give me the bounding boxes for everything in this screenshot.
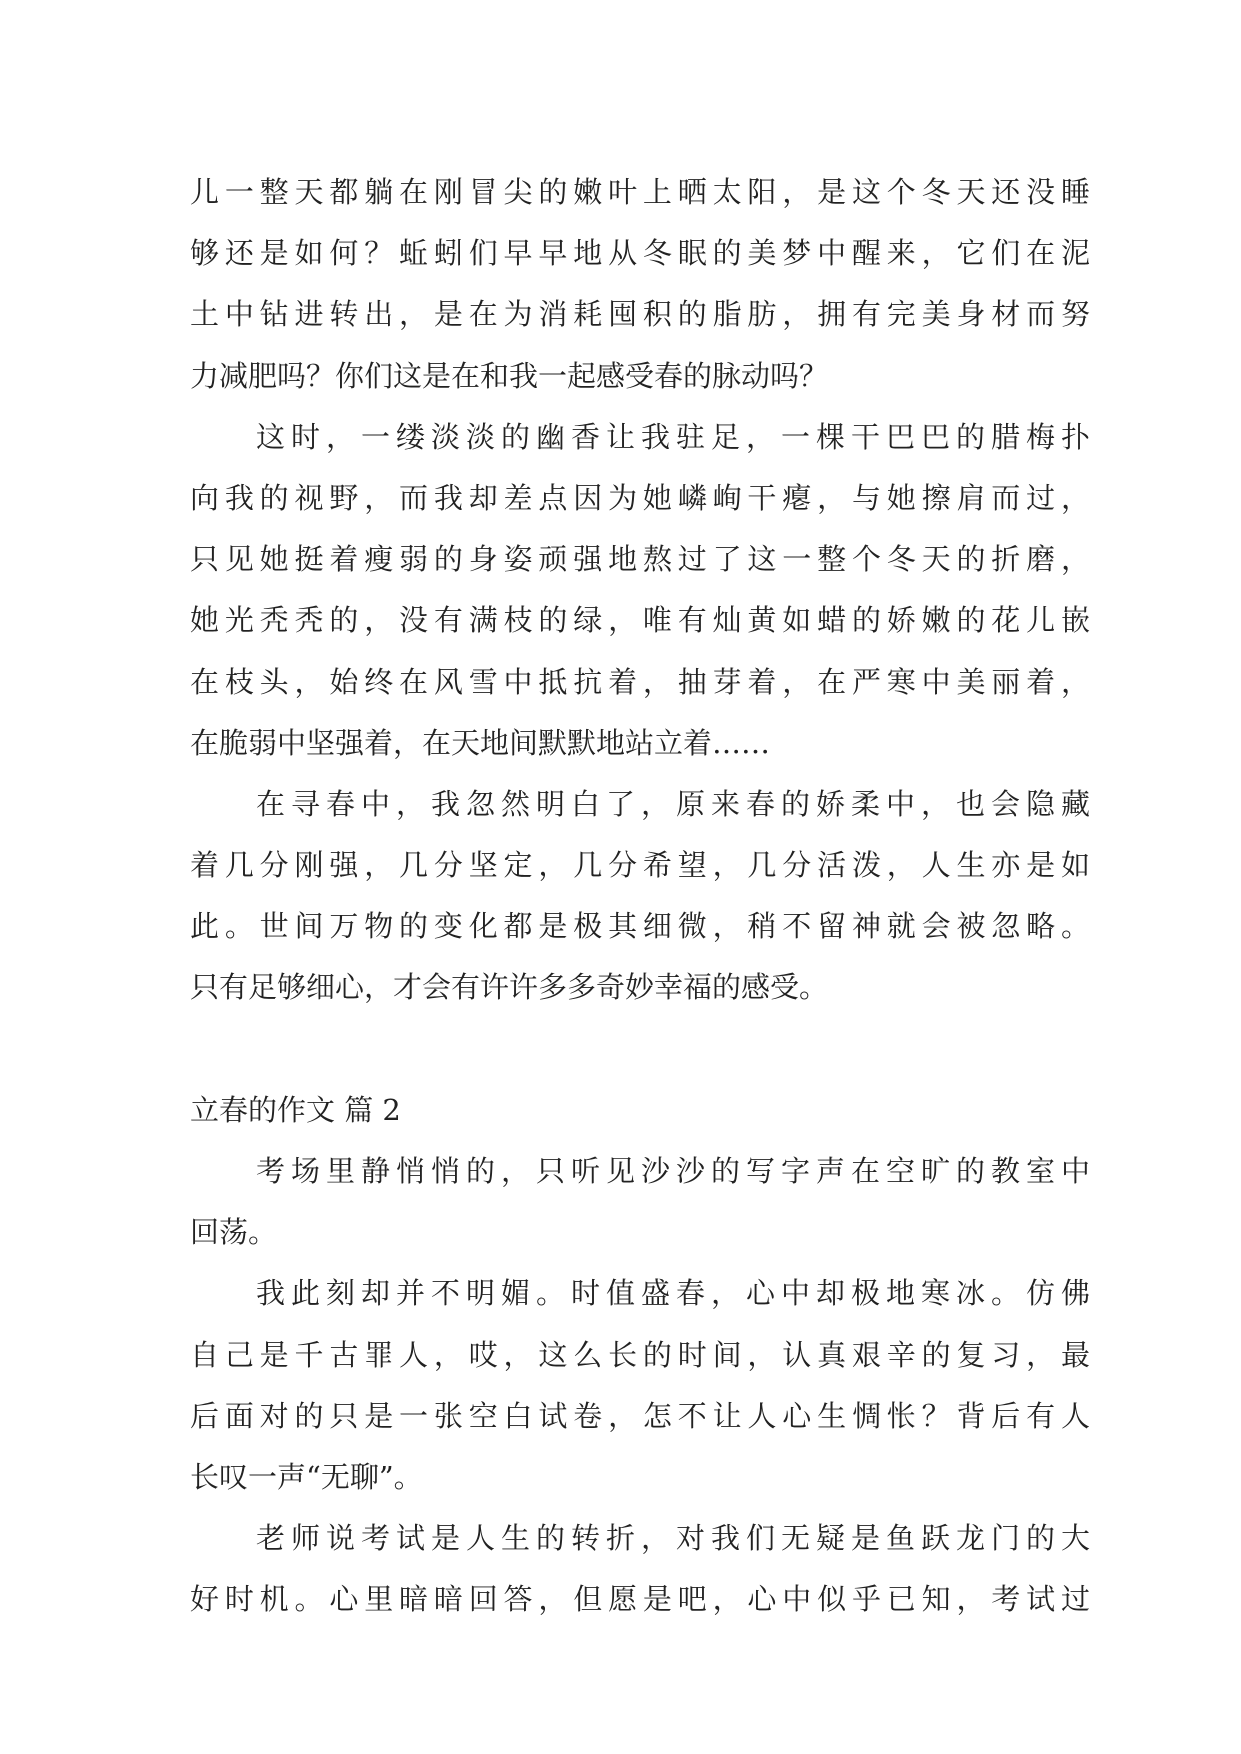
paragraph	[190, 162, 1090, 407]
text-line: 着几分刚强，几分坚定，几分希望，几分活泼，人生亦是如	[190, 848, 1090, 883]
text-line: 在脆弱中坚强着，在天地间默默地站立着……	[190, 725, 771, 760]
text-line: 这时，一缕淡淡的幽香让我驻足，一棵干巴巴的腊梅扑	[256, 419, 1090, 454]
text-line: 此。世间万物的变化都是极其细微，稍不留神就会被忽略。	[190, 909, 1090, 944]
text-line: 只有足够细心，才会有许许多多奇妙幸福的感受。	[190, 970, 829, 1005]
text-line: 儿一整天都躺在刚冒尖的嫩叶上晒太阳，是这个冬天还没睡	[190, 175, 1090, 209]
text-line: 后面对的只是一张空白试卷，怎不让人心生惆怅？背后有人	[190, 1398, 1090, 1433]
paragraph	[190, 1508, 1090, 1630]
text-line: 自己是千古罪人，哎，这么长的时间，认真艰辛的复习，最	[190, 1337, 1090, 1372]
paragraph	[190, 1141, 1090, 1263]
paragraph	[190, 1263, 1090, 1508]
text-line: 只见她挺着瘦弱的身姿顽强地熬过了这一整个冬天的折磨，	[190, 542, 1090, 577]
paragraph	[190, 407, 1090, 774]
text-line: 回荡。	[190, 1215, 278, 1250]
text-line: 在寻春中，我忽然明白了，原来春的娇柔中，也会隐藏	[256, 786, 1090, 821]
text-line: 老师说考试是人生的转折，对我们无疑是鱼跃龙门的大	[256, 1521, 1090, 1556]
text-line: 好时机。心里暗暗回答，但愿是吧，心中似乎已知，考试过	[190, 1582, 1090, 1617]
text-line: 土中钻进转出，是在为消耗囤积的脂肪，拥有完美身材而努	[190, 297, 1090, 332]
section-spacer	[190, 1019, 1090, 1080]
document-body	[190, 162, 1090, 1631]
text-line: 力减肥吗？你们这是在和我一起感受春的脉动吗？	[190, 358, 829, 393]
text-line: 向我的视野，而我却差点因为她嶙峋干瘪，与她擦肩而过，	[190, 480, 1090, 515]
section-heading: 立春的作文 篇 2	[190, 1092, 401, 1127]
paragraph	[190, 774, 1090, 1019]
text-line: 够还是如何？蚯蚓们早早地从冬眠的美梦中醒来，它们在泥	[190, 236, 1090, 271]
text-line: 在枝头，始终在风雪中抵抗着，抽芽着，在严寒中美丽着，	[190, 664, 1090, 699]
text-line: 长叹一声“无聊”。	[190, 1459, 423, 1494]
text-line: 考场里静悄悄的，只听见沙沙的写字声在空旷的教室中	[256, 1154, 1090, 1188]
text-line: 她光秃秃的，没有满枝的绿，唯有灿黄如蜡的娇嫩的花儿嵌	[190, 603, 1090, 638]
text-line: 我此刻却并不明媚。时值盛春，心中却极地寒冰。仿佛	[256, 1276, 1090, 1311]
